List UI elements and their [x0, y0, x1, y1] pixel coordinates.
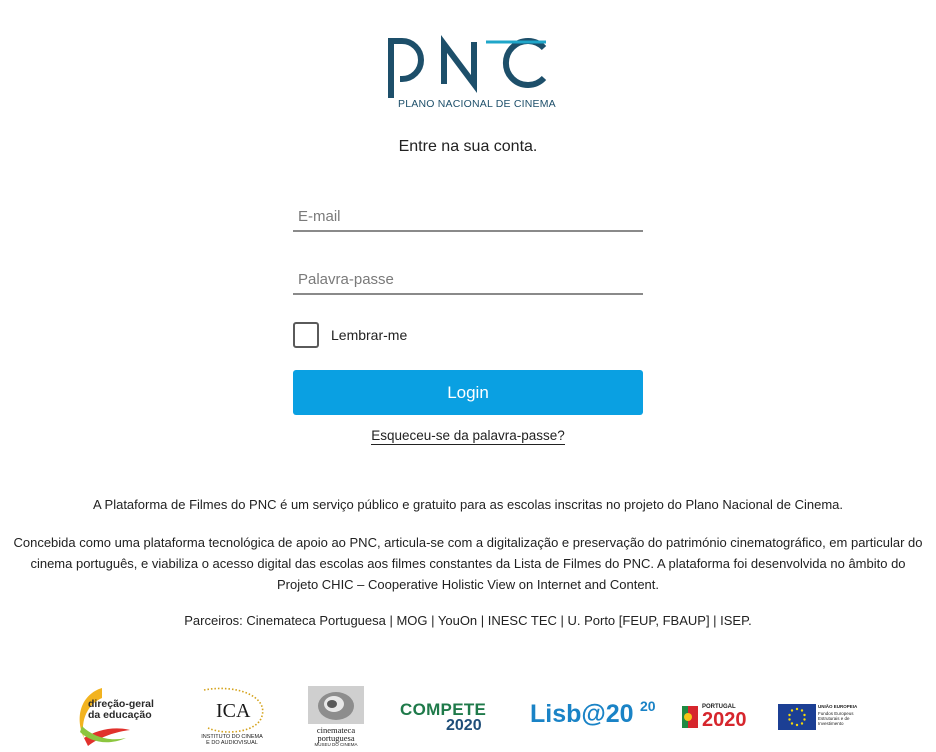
portugal-flag-icon [680, 704, 700, 730]
login-heading: Entre na sua conta. [398, 138, 538, 155]
remember-label[interactable]: Lembrar-me [331, 327, 408, 343]
password-input[interactable] [293, 265, 643, 295]
lisboa-logo [530, 698, 664, 738]
dge-text: direção-geral da educação [88, 698, 154, 721]
ica-logo [186, 686, 272, 748]
portugal-year: 2020 [702, 709, 747, 731]
pnc-logo [386, 34, 556, 114]
pnc-logo-mark [386, 34, 556, 98]
eu-logo [778, 704, 862, 734]
partners-text: Parceiros: Cinemateca Portuguesa | MOG | YouOn | INESC TEC | U. Porto [FEUP, FBAUP] | ISEP. [184, 613, 752, 628]
eu-text: UNIÃO EUROPEIA [818, 704, 858, 709]
compete-logo [400, 700, 506, 740]
remember-checkbox[interactable] [293, 322, 319, 348]
cinemateca-subtitle: MUSEU DO CINEMA [314, 742, 358, 747]
eu-subtitle: Fundos Europeus Estruturais e de Investimento [818, 711, 854, 726]
portugal-text: PORTUGAL [702, 704, 736, 710]
portugal2020-logo [680, 704, 764, 734]
cinemateca-logo [304, 686, 366, 748]
partner-logos [0, 684, 936, 750]
login-button[interactable]: Login [293, 370, 643, 415]
logo-subtitle: PLANO NACIONAL DE CINEMA [398, 98, 556, 110]
remember-row [293, 320, 407, 350]
dge-logo [74, 686, 164, 748]
info-paragraph-1: A Plataforma de Filmes do PNC é um serviço público e gratuito para as escolas inscritas no projeto do Plano Nacional de Cinema. [92, 497, 844, 512]
lisboa-text: Lisb@20 [530, 700, 634, 728]
ica-subtitle: INSTITUTO DO CINEMA E DO AUDIOVISUAL [201, 734, 263, 746]
cinemateca-text: cinemateca portuguesa [316, 725, 356, 743]
compete-year: 2020 [446, 717, 482, 734]
ica-text: ICA [216, 700, 251, 722]
email-input[interactable] [293, 202, 643, 232]
lisboa-sup: 20 [640, 698, 656, 714]
forgot-password-link[interactable]: Esqueceu-se da palavra-passe? [371, 428, 565, 443]
eu-flag-icon [778, 704, 816, 730]
forgot-row [0, 427, 936, 445]
compete-text: COMPETE [400, 700, 487, 719]
info-paragraph-2: Concebida como uma plataforma tecnológica de apoio ao PNC, articula-se com a digitalização e preservação do património cinematográfico, em particular do cinema português, e viabiliza o acesso digital das escolas aos filmes constantes da Lista de Filmes do PNC. A plataforma foi desenvolvida no âmbito do Projeto CHIC – Cooperative Holistic View on Internet and Content. [13, 535, 923, 592]
